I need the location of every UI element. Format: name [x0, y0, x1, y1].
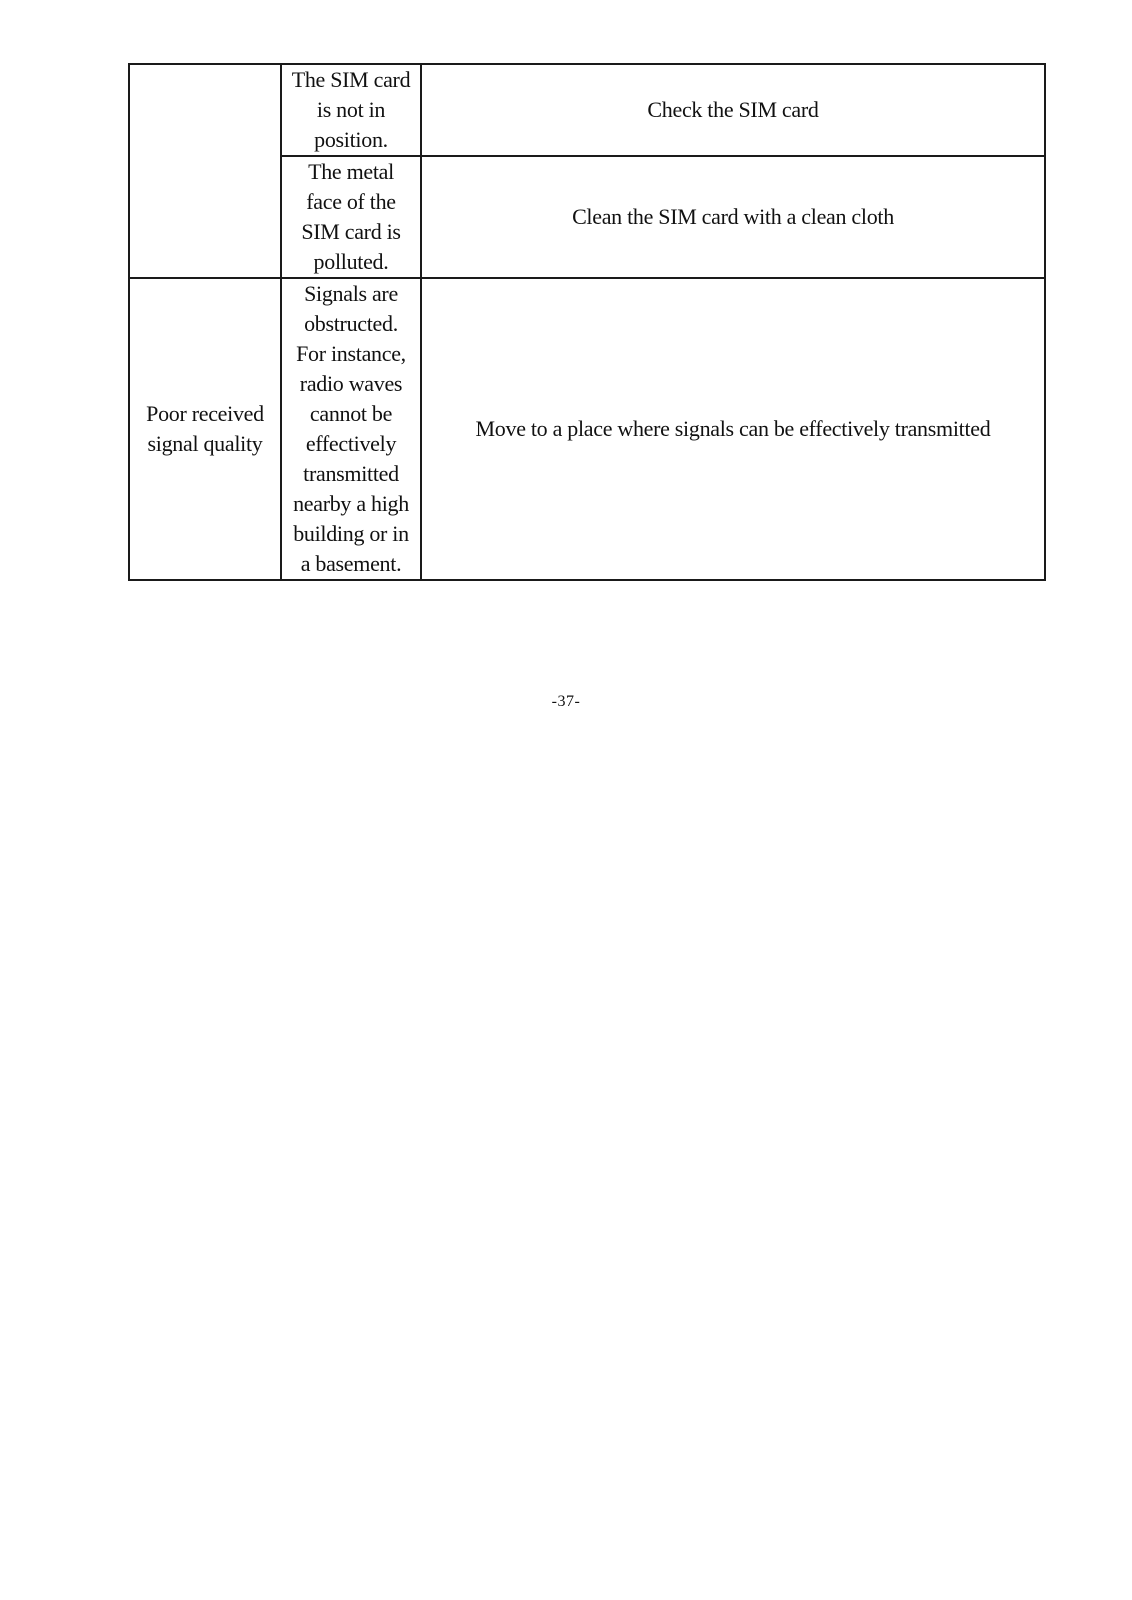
table-row	[129, 64, 1045, 156]
solution-cell: Check the SIM card	[421, 64, 1045, 156]
cause-cell: The metal face of the SIM card is polluted.	[281, 156, 421, 278]
page-number: -37-	[551, 693, 581, 710]
cause-cell: Signals are obstructed. For instance, radio waves cannot be effectively transmitted nearby a high building or in a basement.	[281, 278, 421, 580]
problem-cell	[129, 64, 281, 278]
solution-cell: Move to a place where signals can be effectively transmitted	[421, 278, 1045, 580]
cause-cell: The SIM card is not in position.	[281, 64, 421, 156]
table-row	[129, 278, 1045, 580]
solution-cell: Clean the SIM card with a clean cloth	[421, 156, 1045, 278]
troubleshooting-table	[128, 63, 1046, 581]
problem-cell: Poor received signal quality	[129, 278, 281, 580]
